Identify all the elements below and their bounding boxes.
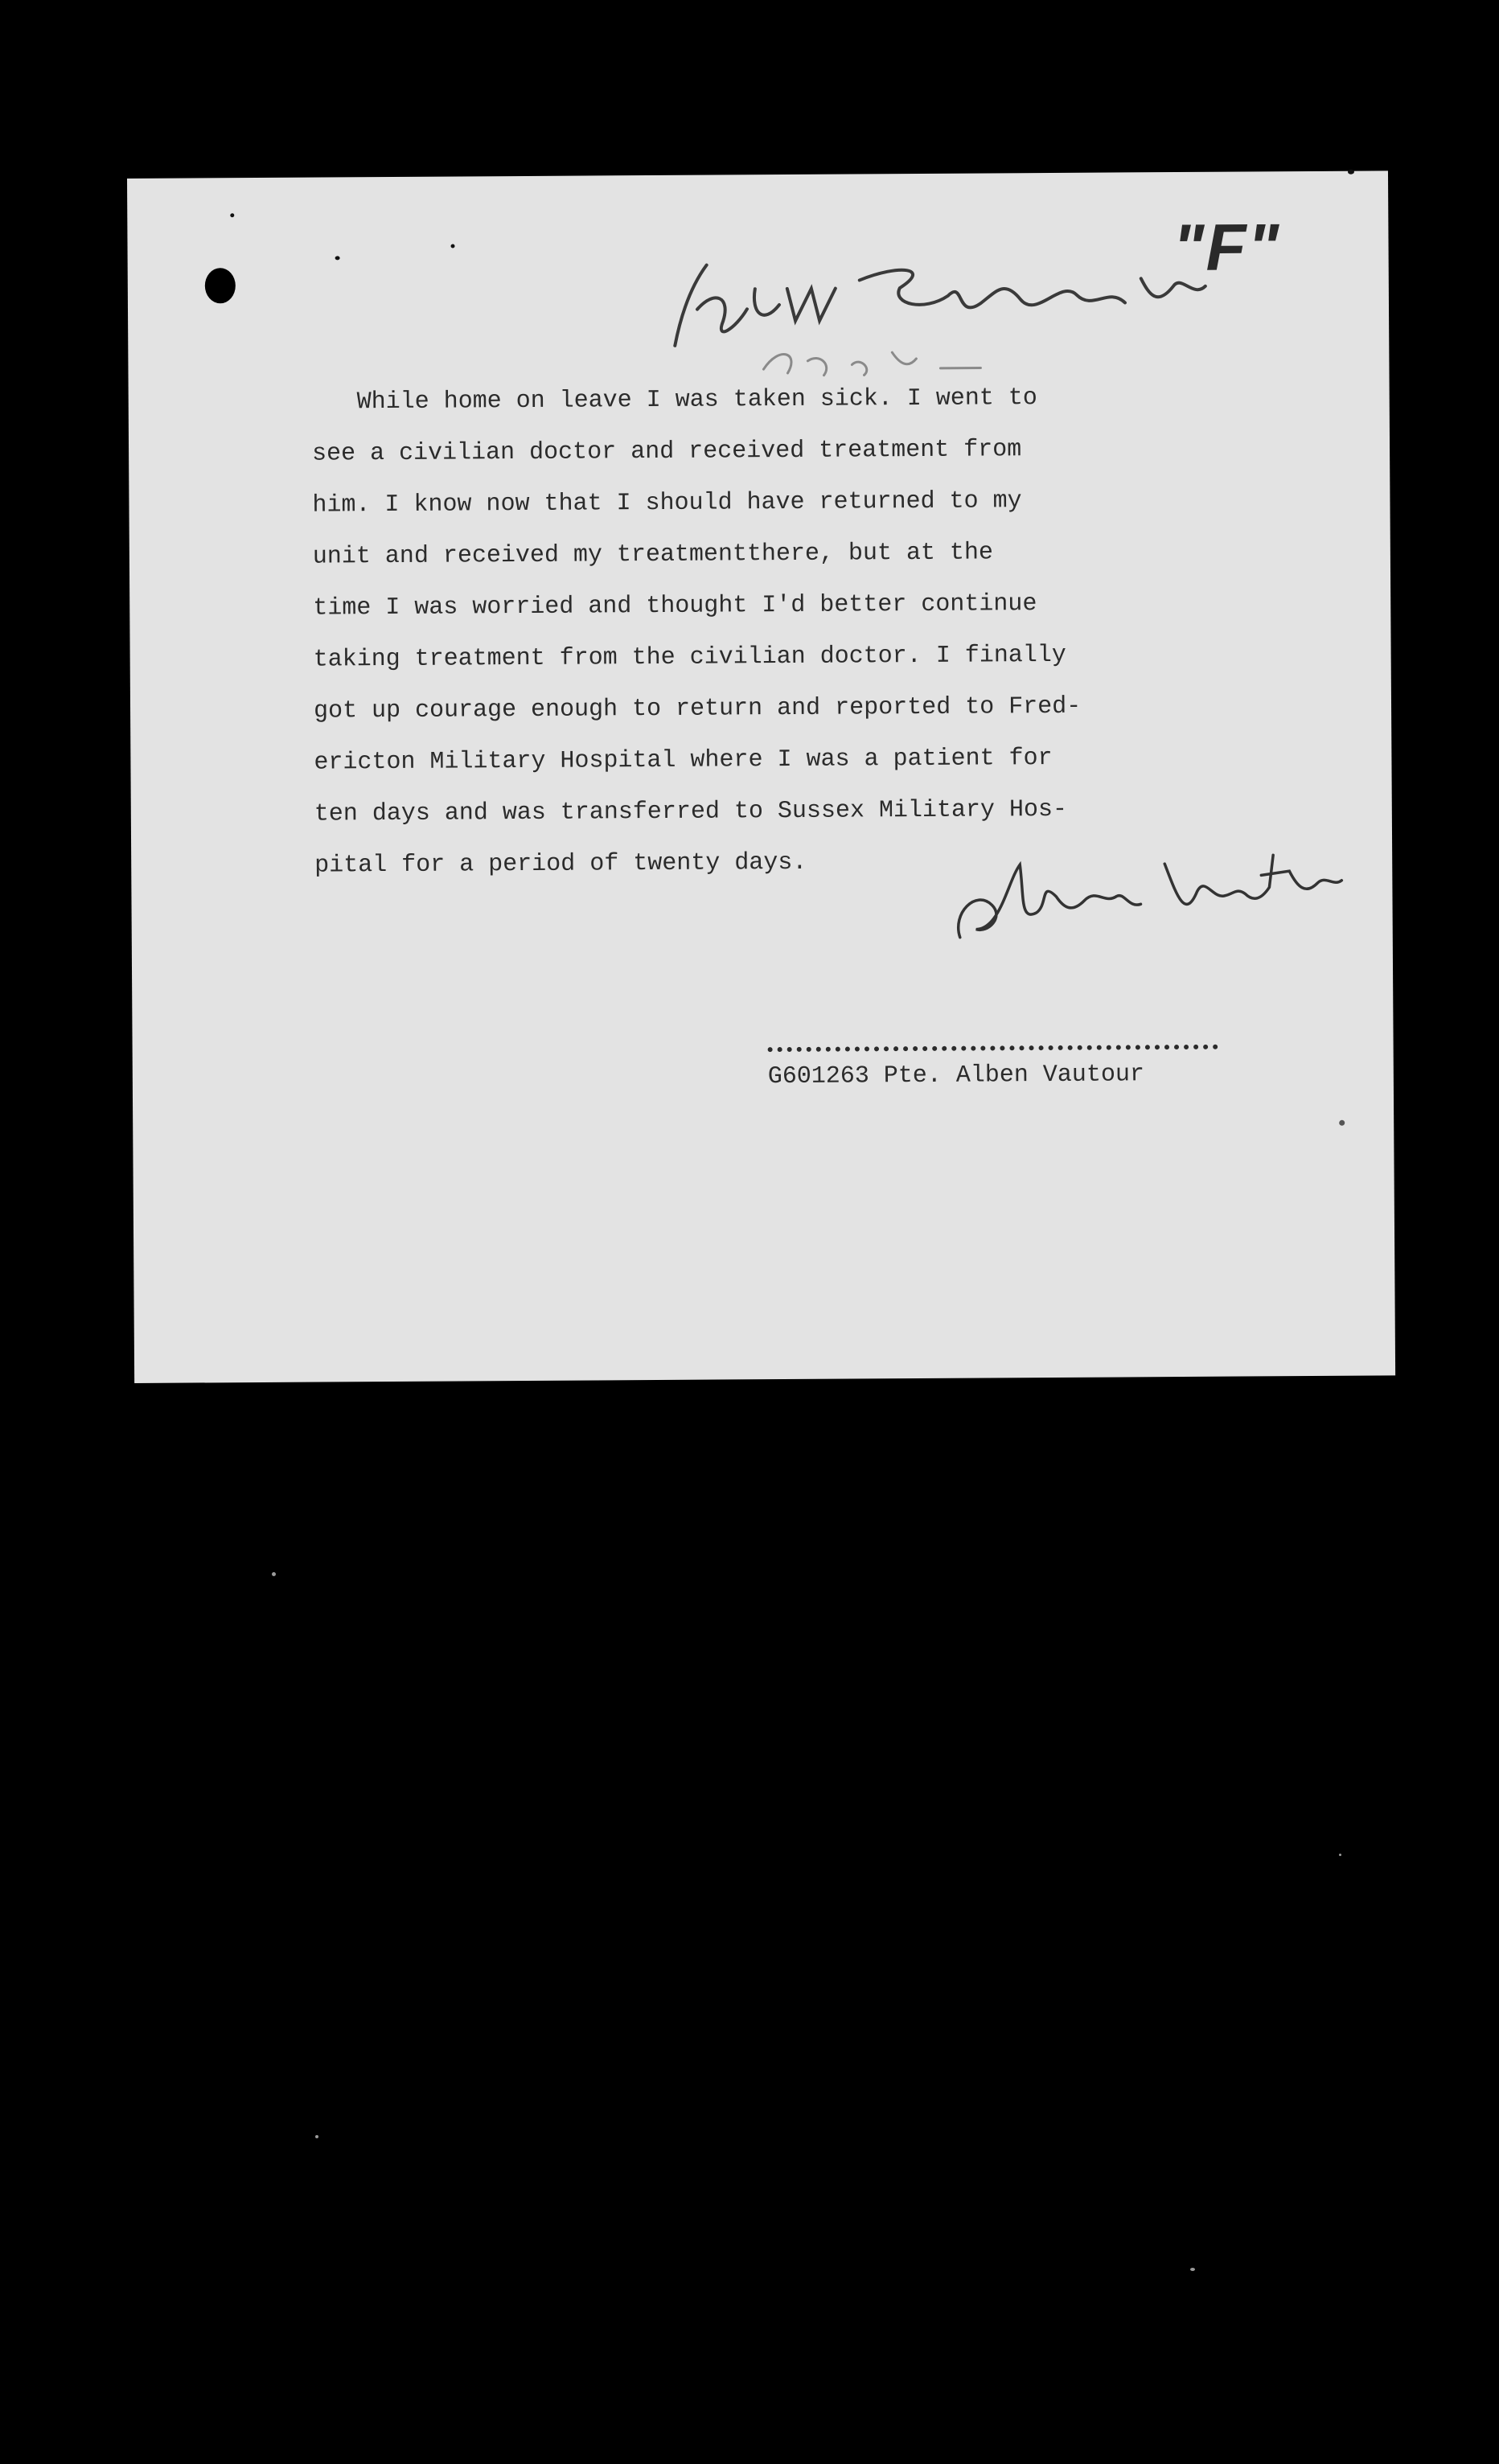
statement-line: time I was worried and thought I'd better continue [313, 590, 1037, 622]
dust-speck [1339, 1854, 1341, 1856]
ink-speck [230, 213, 234, 217]
statement-body [312, 371, 1296, 891]
statement-line: got up courage enough to return and reported to Fred- [313, 692, 1082, 725]
statement-line: unit and received my treatmentthere, but at the [312, 539, 994, 571]
signature-drawing [943, 831, 1346, 954]
ink-speck [1339, 1120, 1345, 1126]
ink-speck [335, 256, 340, 260]
exhibit-letter: "F" [1173, 211, 1281, 285]
ink-speck [1348, 170, 1354, 175]
statement-line: ericton Military Hospital where I was a patient for [314, 744, 1053, 777]
punch-hole [205, 268, 236, 303]
dust-speck [272, 1572, 276, 1576]
handwritten-signature [943, 831, 1346, 954]
document-page [127, 170, 1395, 1383]
statement-line: see a civilian doctor and received treatment from [311, 436, 1022, 468]
signature-dotted-rule [768, 1045, 1218, 1052]
ink-speck [451, 244, 455, 248]
statement-line: ten days and was transferred to Sussex Military Hos- [314, 795, 1068, 828]
typed-signature: G601263 Pte. Alben Vautour [767, 1061, 1145, 1091]
statement-line: taking treatment from the civilian doctor. I finally [313, 641, 1066, 674]
statement-line: pital for a period of twenty days. [314, 848, 807, 880]
statement-line: him. I know now that I should have returned to my [312, 487, 1022, 519]
dust-speck [315, 2135, 318, 2138]
dust-speck [1190, 2268, 1195, 2271]
statement-line: While home on leave I was taken sick. I went to [356, 384, 1037, 417]
